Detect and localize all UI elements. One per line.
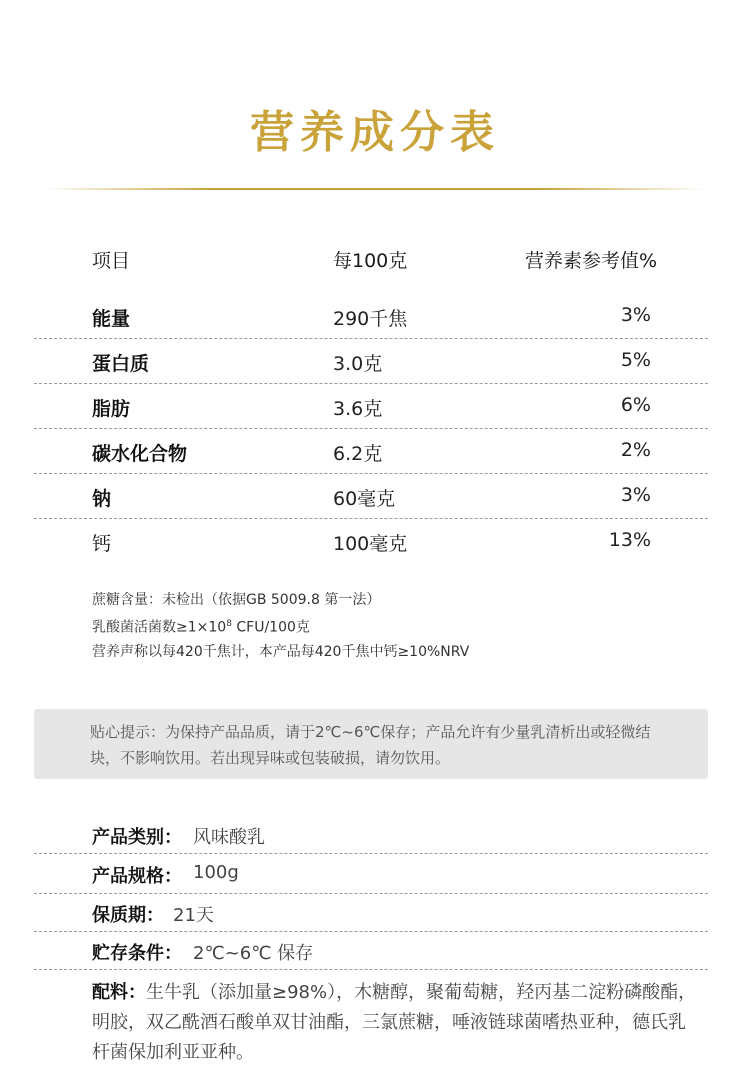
category-label: 产品类别： bbox=[92, 827, 182, 848]
info-row-category bbox=[0, 818, 750, 854]
lactobacillus-note-suffix: CFU/100克 bbox=[231, 619, 310, 636]
row-item: 脂肪 bbox=[92, 398, 131, 420]
title-divider bbox=[44, 188, 706, 190]
row-per100: 3.0克 bbox=[333, 353, 383, 375]
row-item: 钙 bbox=[92, 533, 112, 555]
info-row-shelf-life bbox=[0, 896, 750, 932]
row-nrv: 2% bbox=[620, 439, 651, 461]
row-item: 钠 bbox=[92, 488, 112, 510]
tip-box bbox=[34, 709, 708, 779]
header-per100: 每100克 bbox=[333, 250, 408, 272]
row-per100: 60毫克 bbox=[333, 488, 396, 510]
ingredients-value: 生牛乳（添加量≥98%），木糖醇，聚葡萄糖，羟丙基二淀粉磷酸酯，明胶，双乙酰酒石酸单双甘油酯，三氯蔗糖，唾液链球菌嗜热亚种，德氏乳杆菌保加利亚亚种。 bbox=[92, 982, 697, 1063]
row-nrv: 3% bbox=[620, 484, 651, 506]
table-row bbox=[0, 429, 750, 474]
storage-label: 贮存条件： bbox=[92, 943, 182, 964]
ingredients bbox=[92, 978, 702, 1068]
nutrition-notes bbox=[92, 588, 469, 664]
row-per100: 290千焦 bbox=[333, 308, 408, 330]
ingredients-label: 配料： bbox=[92, 982, 146, 1003]
table-row bbox=[0, 519, 750, 564]
row-nrv: 3% bbox=[620, 304, 651, 326]
tip-text: 贴心提示：为保持产品品质，请于2℃~6℃保存；产品允许有少量乳清析出或轻微结块，不影响饮用。若出现异味或包装破损，请勿饮用。 bbox=[90, 723, 651, 767]
row-item: 碳水化合物 bbox=[92, 443, 188, 465]
spec-value: 100g bbox=[193, 862, 239, 883]
header-nrv: 营养素参考值% bbox=[524, 250, 657, 272]
row-item: 能量 bbox=[92, 308, 131, 330]
row-nrv: 13% bbox=[608, 529, 651, 551]
lactobacillus-exponent: 8 bbox=[226, 619, 232, 629]
shelf-life-value: 21天 bbox=[173, 905, 214, 926]
table-row bbox=[0, 339, 750, 384]
row-per100: 3.6克 bbox=[333, 398, 383, 420]
table-row bbox=[0, 474, 750, 519]
table-header bbox=[0, 246, 750, 276]
page-title: 营养成分表 bbox=[250, 107, 500, 158]
row-nrv: 5% bbox=[620, 349, 651, 371]
row-nrv: 6% bbox=[620, 394, 651, 416]
row-per100: 100毫克 bbox=[333, 533, 408, 555]
sucrose-note: 蔗糖含量：未检出（依据GB 5009.8 第一法） bbox=[92, 592, 381, 608]
info-row-spec bbox=[0, 856, 750, 894]
row-item: 蛋白质 bbox=[92, 353, 150, 375]
lactobacillus-note-prefix: 乳酸菌活菌数≥1×10 bbox=[92, 619, 227, 636]
spec-label: 产品规格： bbox=[92, 866, 182, 887]
storage-value: 2℃~6℃ 保存 bbox=[193, 943, 314, 964]
category-value: 风味酸乳 bbox=[193, 827, 265, 848]
lactobacillus-note bbox=[92, 612, 469, 640]
nutrition-claim-note: 营养声称以每420千焦计，本产品每420千焦中钙≥10%NRV bbox=[92, 643, 470, 660]
row-per100: 6.2克 bbox=[333, 443, 383, 465]
header-item: 项目 bbox=[92, 250, 131, 272]
table-row bbox=[0, 384, 750, 429]
info-row-storage bbox=[0, 934, 750, 970]
table-row bbox=[0, 294, 750, 339]
shelf-life-label: 保质期： bbox=[92, 905, 164, 926]
